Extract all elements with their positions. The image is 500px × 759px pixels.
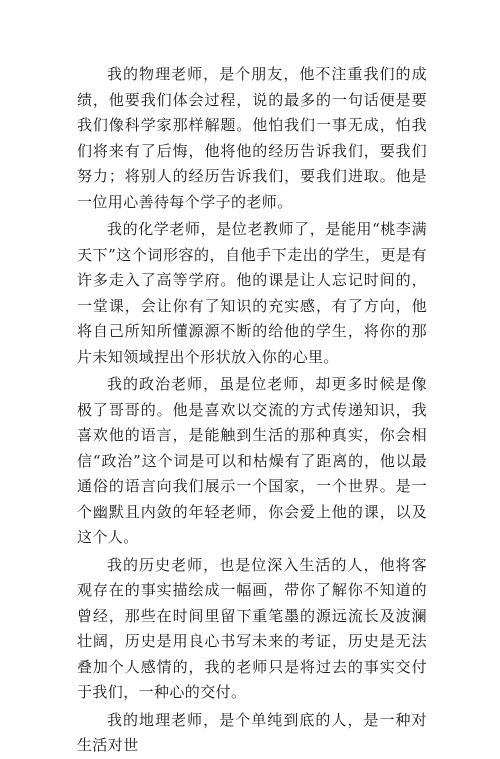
paragraph-chemistry-teacher: 我的化学老师，是位老教师了，是能用“桃李满天下”这个词形容的，自他手下走出的学生，更是有许多走入了高等学府。他的课是让人忘记时间的，一堂课，会让你有了知识的充实感，有了方向，他将自己所知所懂源源不断的给他的学生，将你的那片未知领域捏出个形状放入你的心里。 bbox=[77, 220, 427, 366]
paragraph-geography-teacher: 我的地理老师，是个单纯到底的人，是一种对生活对世 bbox=[77, 710, 427, 754]
paragraph-politics-teacher: 我的政治老师，虽是位老师，却更多时候是像极了哥哥的。他是喜欢以交流的方式传递知识，我喜欢他的语言，是能触到生活的那种真实，你会相信“政治”这个词是可以和枯燥有了距离的，他以最通俗的语言向我们展示一个国家，一个世界。是一个幽默且内敛的年轻老师，你会爱上他的课，以及这个人。 bbox=[77, 375, 427, 546]
paragraph-physics-teacher: 我的物理老师，是个朋友，他不注重我们的成绩，他要我们体会过程，说的最多的一句话便是要我们像科学家那样解题。他怕我们一事无成，怕我们将来有了后悔，他将他的经历告诉我们，要我们努力；将别人的经历告诉我们，要我们进取。他是一位用心善待每个学子的老师。 bbox=[77, 65, 427, 211]
document-body bbox=[77, 62, 427, 759]
paragraph-history-teacher: 我的历史老师，也是位深入生活的人，他将客观存在的事实描绘成一幅画，带你了解你不知道的曾经，那些在时间里留下重笔墨的源远流长及波澜壮阔，历史是用良心书写未来的考证，历史是无法叠加个人感情的，我的老师只是将过去的事实交付于我们，一种心的交付。 bbox=[77, 555, 427, 701]
